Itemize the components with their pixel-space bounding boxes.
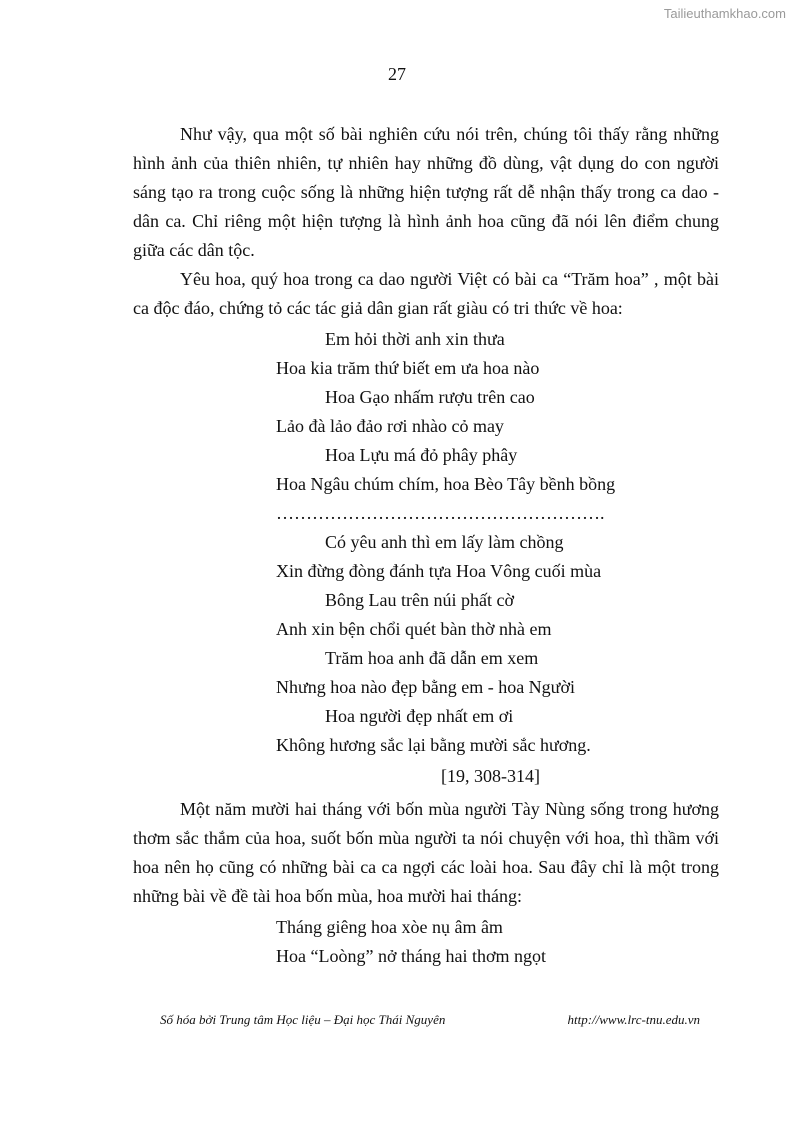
footer xyxy=(160,1012,700,1028)
poem-line: Tháng giêng hoa xòe nụ âm âm xyxy=(276,917,503,937)
poem-hoa-muoi-hai-thang xyxy=(133,913,719,971)
poem-line: Anh xin bện chổi quét bàn thờ nhà em xyxy=(276,619,552,639)
poem-line: Em hỏi thời anh xin thưa xyxy=(325,329,505,349)
poem-line: Hoa kia trăm thứ biết em ưa hoa nào xyxy=(276,358,540,378)
paragraph-1: Như vậy, qua một số bài nghiên cứu nói trên, chúng tôi thấy rằng những hình ảnh của thiên nhiên, tự nhiên hay những đồ dùng, vật dụng do con người sáng tạo ra trong cuộc sống là những hiện tượng rất dễ nhận thấy trong ca dao - dân ca. Chỉ riêng một hiện tượng là hình ảnh hoa cũng đã nói lên điểm chung giữa các dân tộc. xyxy=(133,124,719,260)
poem-line: Hoa Lựu má đỏ phây phây xyxy=(325,445,518,465)
citation: [19, 308-314] xyxy=(441,766,540,786)
poem-line: Xin đừng đòng đánh tựa Hoa Vông cuối mùa xyxy=(276,561,602,581)
poem-line: Hoa “Loòng” nở tháng hai thơm ngọt xyxy=(276,946,546,966)
paragraph-3: Một năm mười hai tháng với bốn mùa người Tày Nùng sống trong hương thơm sắc thắm của hoa, suốt bốn mùa người ta nói chuyện với hoa, thì thầm với hoa nên họ cũng có những bài ca ca ngợi các loài hoa. Sau đây chỉ là một trong những bài về đề tài hoa bốn mùa, hoa mười hai tháng: xyxy=(133,799,719,906)
poem-line: Không hương sắc lại bằng mười sắc hương. xyxy=(276,735,591,755)
poem-tram-hoa xyxy=(133,325,719,760)
footer-url: http://www.lrc-tnu.edu.vn xyxy=(567,1012,700,1027)
watermark: Tailieuthamkhao.com xyxy=(663,6,786,21)
paragraph-2: Yêu hoa, quý hoa trong ca dao người Việt có bài ca “Trăm hoa” , một bài ca độc đáo, chứng tỏ các tác giả dân gian rất giàu có tri thức về hoa: xyxy=(133,269,719,318)
page-body xyxy=(133,120,719,971)
poem-line: Trăm hoa anh đã dẫn em xem xyxy=(325,648,539,668)
poem-line: Hoa Ngâu chúm chím, hoa Bèo Tây bềnh bồng xyxy=(276,474,616,494)
poem-line: Nhưng hoa nào đẹp bằng em - hoa Người xyxy=(276,677,575,697)
poem-line: Bông Lau trên núi phất cờ xyxy=(325,590,514,610)
poem-ellipsis: ………………………………………………. xyxy=(276,503,605,523)
poem-line: Có yêu anh thì em lấy làm chồng xyxy=(325,532,564,552)
page-number: 27 xyxy=(388,64,406,84)
footer-source: Số hóa bởi Trung tâm Học liệu – Đại học Thái Nguyên xyxy=(160,1012,446,1027)
poem-line: Hoa Gạo nhấm rượu trên cao xyxy=(325,387,535,407)
poem-line: Hoa người đẹp nhất em ơi xyxy=(325,706,514,726)
poem-line: Lảo đà lảo đảo rơi nhào cỏ may xyxy=(276,416,504,436)
